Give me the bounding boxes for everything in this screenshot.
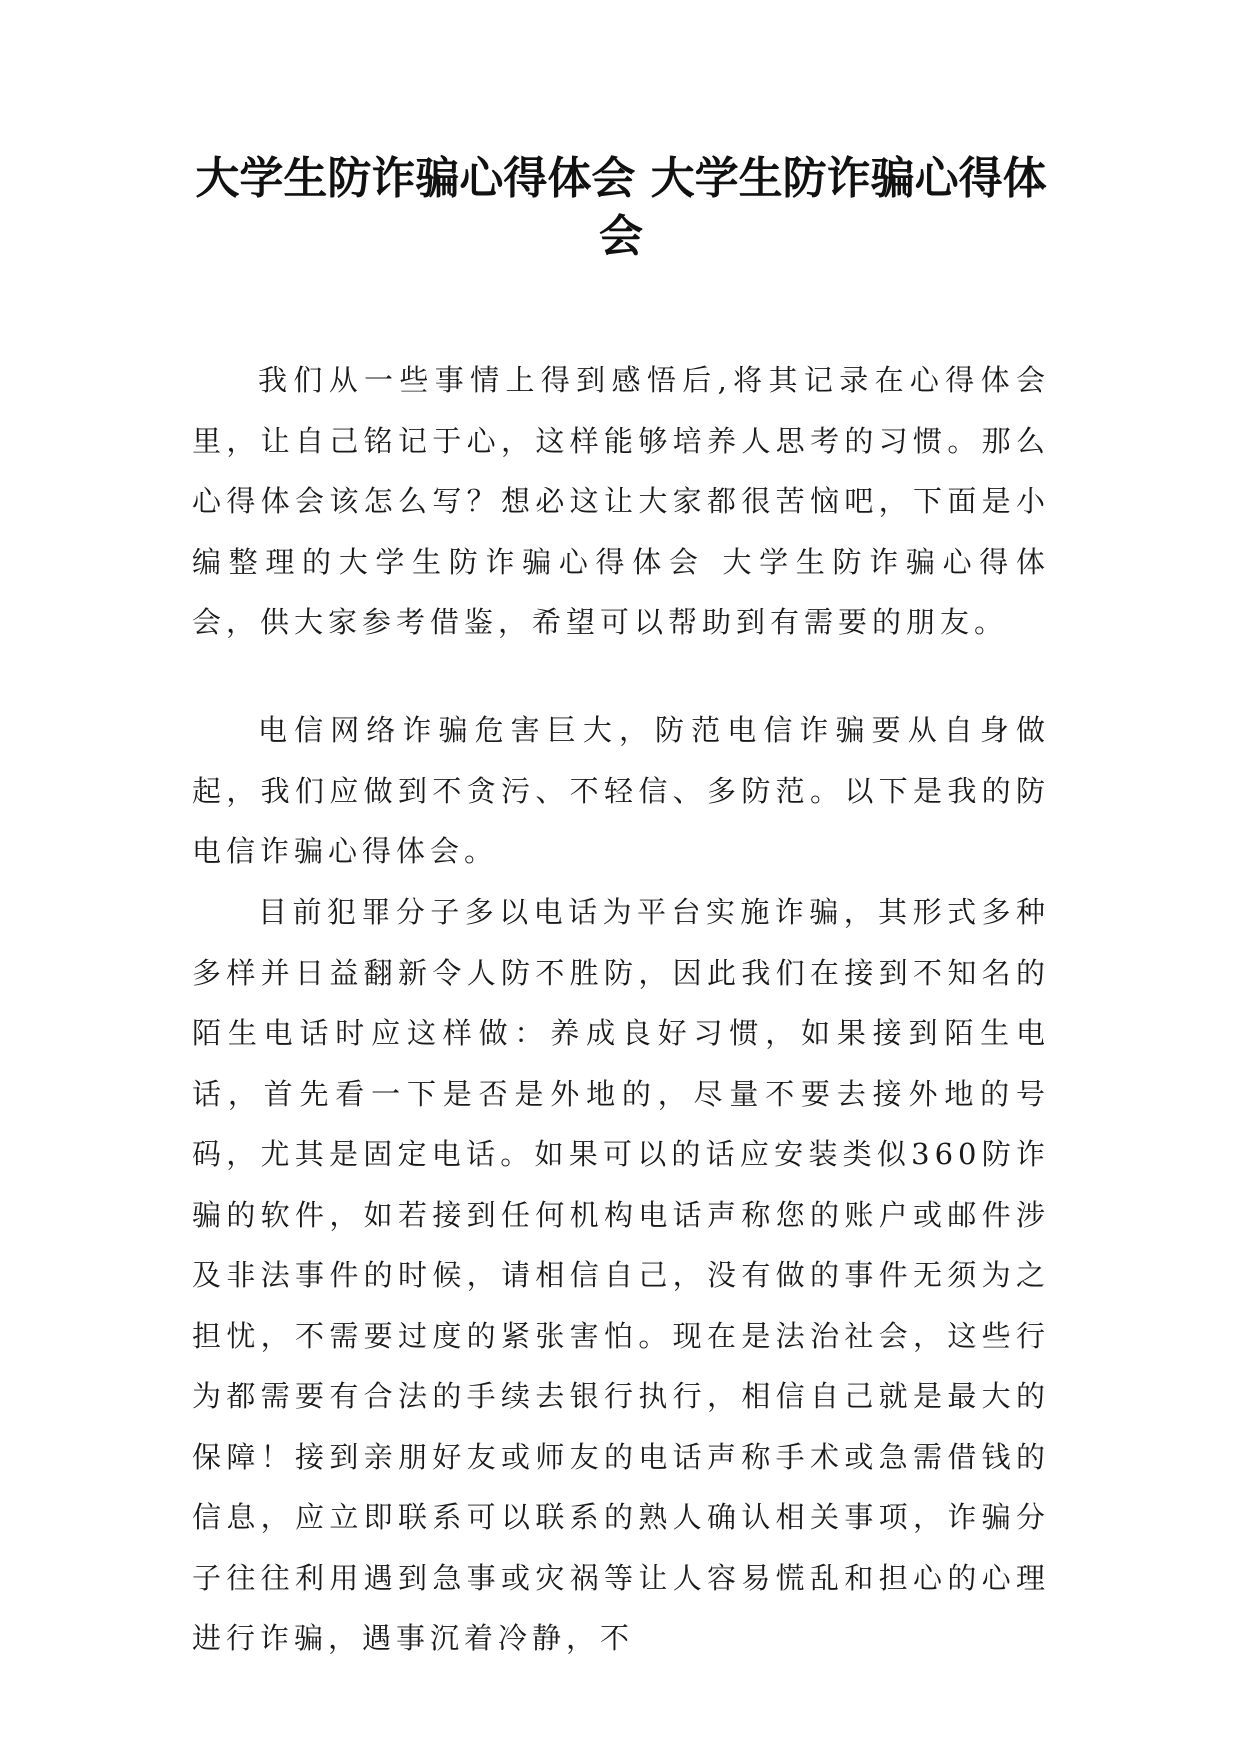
body-paragraph-2: 目前犯罪分子多以电话为平台实施诈骗，其形式多种多样并日益翻新令人防不胜防，因此我们在接到不知名的陌生电话时应这样做：养成良好习惯，如果接到陌生电话，首先看一下是否是外地的，尽量不要去接外地的号码，尤其是固定电话。如果可以的话应安装类似360防诈骗的软件，如若接到任何机构电话声称您的账户或邮件涉及非法事件的时候，请相信自己，没有做的事件无须为之担忧，不需要过度的紧张害怕。现在是法治社会，这些行为都需要有合法的手续去银行执行，相信自己就是最大的保障！接到亲朋好友或师友的电话声称手术或急需借钱的信息，应立即联系可以联系的熟人确认相关事项，诈骗分子往往利用遇到急事或灾祸等让人容易慌乱和担心的心理进行诈骗，遇事沉着冷静，不 bbox=[192, 895, 1050, 1655]
intro-paragraph: 我们从一些事情上得到感悟后,将其记录在心得体会里，让自己铭记于心，这样能够培养人思考的习惯。那么心得体会该怎么写？想必这让大家都很苦恼吧，下面是小编整理的大学生防诈骗心得体会 大学生防诈骗心得体会，供大家参考借鉴，希望可以帮助到有需要的朋友。 bbox=[192, 363, 1050, 639]
document-title: 大学生防诈骗心得体会 大学生防诈骗心得体会 bbox=[195, 153, 1047, 262]
body-paragraph-1: 电信网络诈骗危害巨大，防范电信诈骗要从自身做起，我们应做到不贪污、不轻信、多防范。以下是我的防电信诈骗心得体会。 bbox=[192, 713, 1050, 868]
